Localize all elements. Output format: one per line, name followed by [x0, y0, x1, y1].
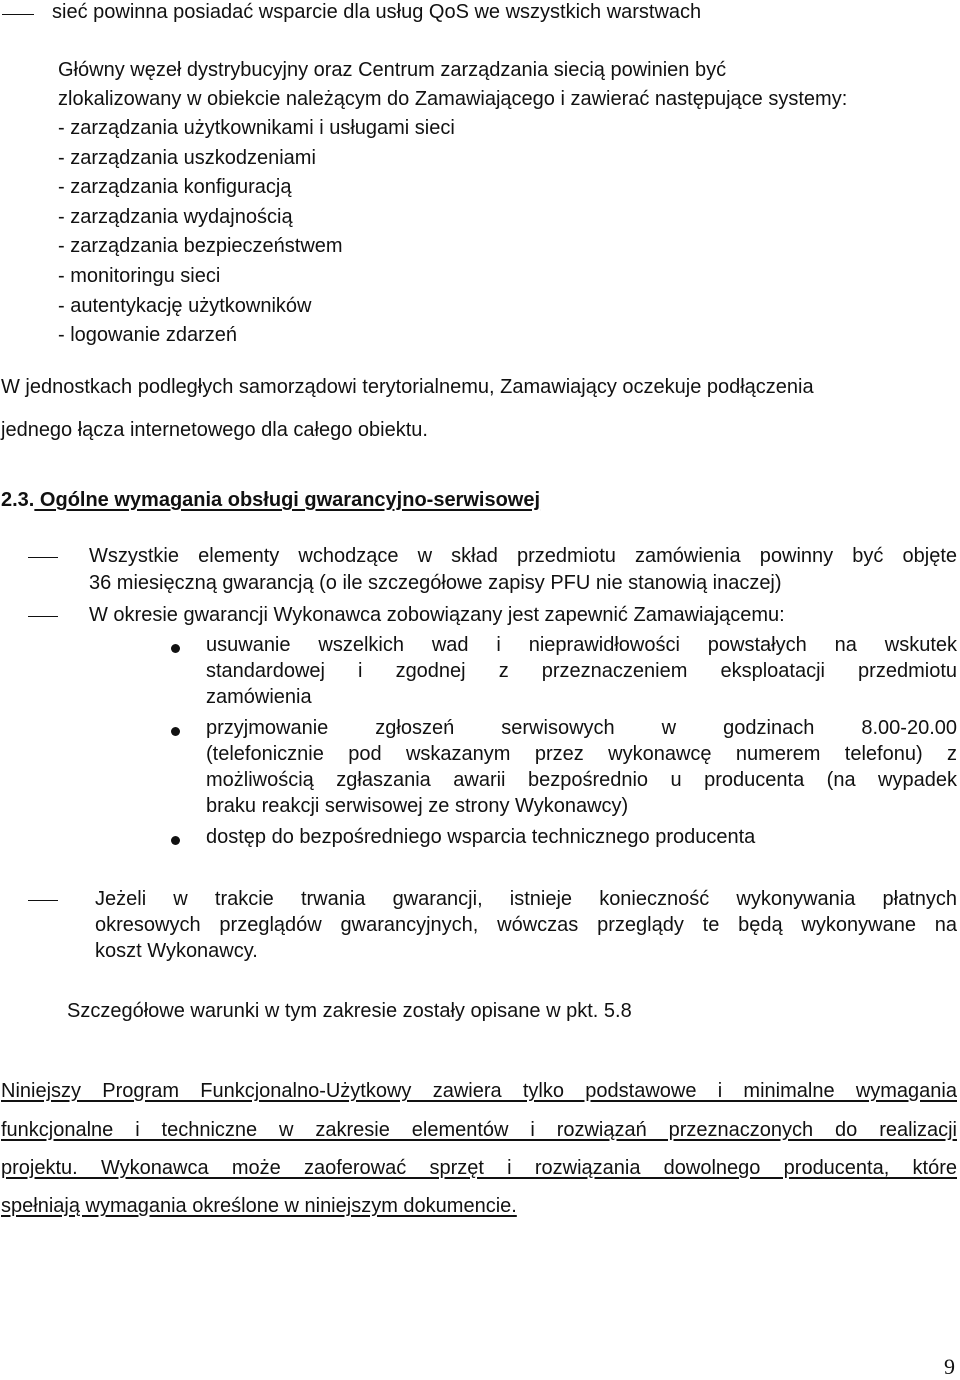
- system-item: - zarządzania konfiguracją: [58, 176, 292, 198]
- bullet-marker: [171, 644, 180, 653]
- page-number: 9: [944, 1354, 955, 1379]
- section-title: Ogólne wymagania obsługi gwarancyjno-serwisowej: [34, 489, 541, 511]
- system-item: - logowanie zdarzeń: [58, 324, 237, 346]
- closing-paragraph-line-4: spełniają wymagania określone w niniejszym dokumencie.: [1, 1195, 517, 1217]
- warranty-item-2: W okresie gwarancji Wykonawca zobowiązany jest zapewnić Zamawiającemu:: [89, 604, 785, 626]
- system-item: - autentykację użytkowników: [58, 295, 312, 317]
- paid-inspections-line-1: Jeżeli w trakcie trwania gwarancji, istnieje konieczność wykonywania płatnych: [95, 888, 957, 910]
- system-item: - zarządzania użytkownikami i usługami sieci: [58, 117, 455, 139]
- system-item: - monitoringu sieci: [58, 265, 221, 287]
- sub-bullet-1-line-1: usuwanie wszelkich wad i nieprawidłowości powstałych na wskutek: [206, 634, 957, 656]
- sub-bullet-1-line-3: zamówienia: [206, 686, 312, 708]
- warranty-item-1-line-2: 36 miesięczną gwarancją (o ile szczegółowe zapisy PFU nie stanowią inaczej): [89, 572, 782, 594]
- sub-bullet-2-line-3: możliwością zgłaszania awarii bezpośrednio u producenta (na wypadek: [206, 769, 957, 791]
- bullet-marker: [171, 727, 180, 736]
- paid-inspections-line-3: koszt Wykonawcy.: [95, 940, 258, 962]
- system-item: - zarządzania wydajnością: [58, 206, 293, 228]
- sub-bullet-2-line-4: braku reakcji serwisowej ze strony Wykonawcy): [206, 795, 629, 817]
- system-item: - zarządzania uszkodzeniami: [58, 147, 316, 169]
- sub-bullet-2-line-1: przyjmowanie zgłoszeń serwisowych w godzinach 8.00-20.00: [206, 717, 957, 739]
- sub-bullet-2-line-2: (telefonicznie pod wskazanym przez wykonawcę numerem telefonu) z: [206, 743, 957, 765]
- closing-paragraph-line-3: projektu. Wykonawca może zaoferować sprzęt i rozwiązania dowolnego producenta, które: [1, 1157, 957, 1179]
- warranty-item-1-line-1: Wszystkie elementy wchodzące w skład przedmiotu zamówienia powinny być objęte: [89, 545, 957, 567]
- main-node-intro-line-1: Główny węzeł dystrybucyjny oraz Centrum zarządzania siecią powinien być: [58, 59, 727, 81]
- units-paragraph-line-2: jednego łącza internetowego dla całego obiektu.: [1, 419, 428, 441]
- main-node-intro-line-2: zlokalizowany w obiekcie należącym do Zamawiającego i zawierać następujące systemy:: [58, 88, 848, 110]
- sub-bullet-3: dostęp do bezpośredniego wsparcia technicznego producenta: [206, 826, 756, 848]
- dash-marker: [28, 900, 58, 901]
- closing-paragraph-line-2: funkcjonalne i techniczne w zakresie elementów i rozwiązań przeznaczonych do realizacji: [1, 1119, 957, 1141]
- qos-requirement: sieć powinna posiadać wsparcie dla usług QoS we wszystkich warstwach: [52, 1, 702, 23]
- closing-paragraph-line-1: Niniejszy Program Funkcjonalno-Użytkowy zawiera tylko podstawowe i minimalne wymagania: [1, 1080, 957, 1102]
- section-number: 2.3.: [1, 489, 35, 511]
- bullet-marker: [171, 836, 180, 845]
- detail-note: Szczegółowe warunki w tym zakresie zostały opisane w pkt. 5.8: [67, 1000, 632, 1022]
- system-item: - zarządzania bezpieczeństwem: [58, 235, 343, 257]
- paid-inspections-line-2: okresowych przeglądów gwarancyjnych, wówczas przeglądy te będą wykonywane na: [95, 914, 957, 936]
- units-paragraph-line-1: W jednostkach podległych samorządowi terytorialnemu, Zamawiający oczekuje podłączenia: [1, 376, 814, 398]
- dash-marker: [28, 616, 58, 617]
- sub-bullet-1-line-2: standardowej i zgodnej z przeznaczeniem eksploatacji przedmiotu: [206, 660, 957, 682]
- dash-marker: [28, 557, 58, 558]
- dash-marker: [2, 14, 34, 15]
- section-heading: [1, 489, 540, 512]
